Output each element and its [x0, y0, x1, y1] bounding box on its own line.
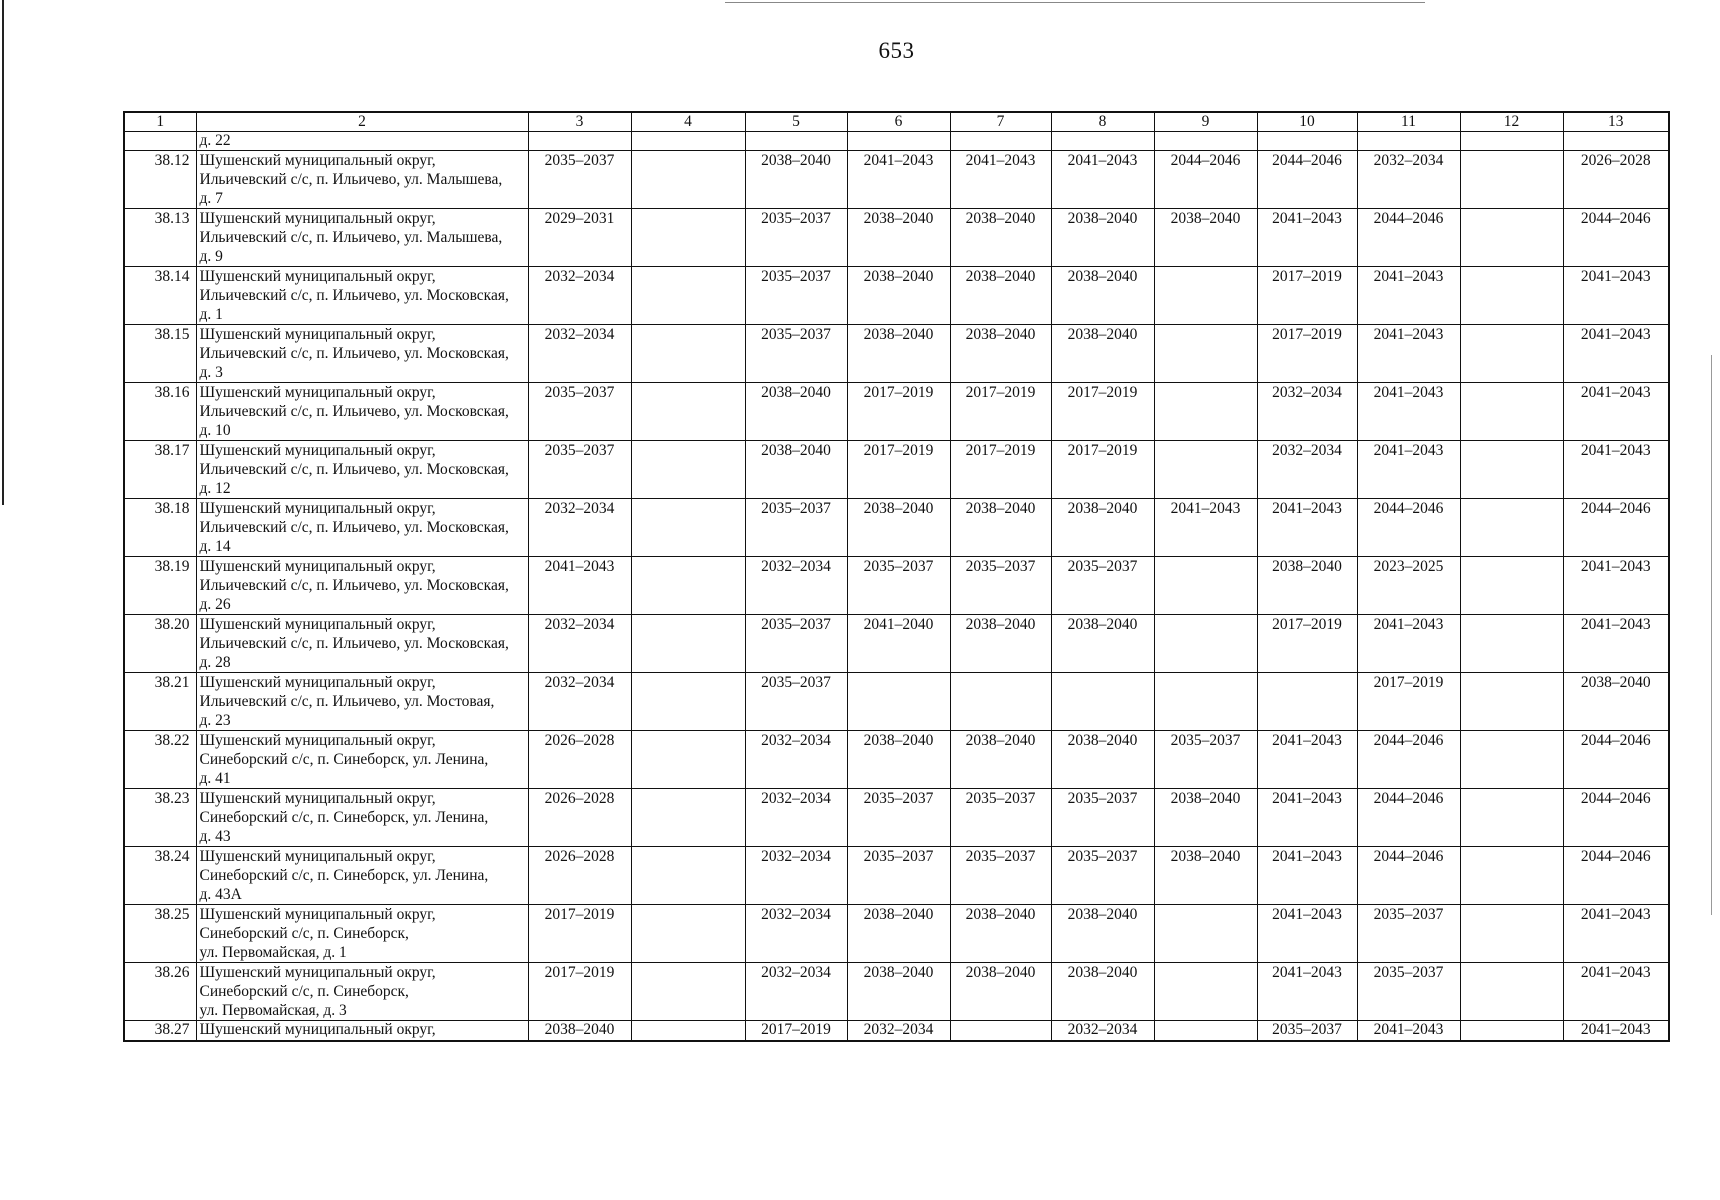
address-line: ул. Первомайская, д. 3 [199, 1002, 347, 1019]
period-cell: 2026–2028 [528, 789, 631, 847]
column-header: 4 [631, 112, 745, 132]
period-cell: 2041–2043 [1257, 847, 1357, 905]
address-line: Шушенский муниципальный округ, [199, 210, 436, 227]
row-number-cell: 38.12 [124, 151, 196, 209]
table-row [124, 209, 1669, 267]
period-cell: 2035–2037 [1051, 557, 1154, 615]
address-cell [196, 847, 528, 905]
period-cell: 2017–2019 [1051, 441, 1154, 499]
period-cell [1154, 963, 1257, 1021]
period-cell: 2026–2028 [528, 731, 631, 789]
table-row [124, 383, 1669, 441]
address-line: Синеборский с/с, п. Синеборск, ул. Ленина, [199, 751, 489, 768]
address-line: Ильичевский с/с, п. Ильичево, ул. Московская, [199, 635, 509, 652]
table-row [124, 325, 1669, 383]
column-header: 11 [1357, 112, 1460, 132]
period-cell: 2017–2019 [1257, 615, 1357, 673]
period-cell: 2041–2043 [1257, 209, 1357, 267]
address-line: Шушенский муниципальный округ, [199, 674, 436, 691]
period-cell: 2032–2034 [1257, 383, 1357, 441]
period-cell: 2044–2046 [1357, 731, 1460, 789]
period-cell: 2035–2037 [1051, 789, 1154, 847]
period-cell [631, 383, 745, 441]
period-cell [950, 673, 1051, 731]
column-header: 1 [124, 112, 196, 132]
period-cell: 2041–2043 [1563, 557, 1669, 615]
period-cell: 2017–2019 [1357, 673, 1460, 731]
address-cell [196, 325, 528, 383]
period-cell: 2026–2028 [1563, 151, 1669, 209]
table-row [124, 151, 1669, 209]
period-cell: 2038–2040 [1051, 267, 1154, 325]
address-line: Ильичевский с/с, п. Ильичево, ул. Московская, [199, 287, 509, 304]
period-cell: 2038–2040 [950, 499, 1051, 557]
period-cell: 2044–2046 [1563, 499, 1669, 557]
period-cell: 2038–2040 [1051, 731, 1154, 789]
address-line: д. 23 [199, 712, 231, 729]
period-cell: 2041–2043 [1357, 383, 1460, 441]
period-cell: 2032–2034 [745, 847, 847, 905]
address-line: Шушенский муниципальный округ, [199, 790, 436, 807]
period-cell: 2038–2040 [847, 499, 950, 557]
address-line: Синеборский с/с, п. Синеборск, [199, 925, 409, 942]
address-cell [196, 557, 528, 615]
period-cell: 2038–2040 [745, 441, 847, 499]
period-cell: 2041–2043 [847, 151, 950, 209]
period-cell: 2035–2037 [745, 499, 847, 557]
table-row [124, 557, 1669, 615]
address-cell [196, 209, 528, 267]
period-cell: 2035–2037 [847, 847, 950, 905]
period-cell: 2038–2040 [950, 905, 1051, 963]
period-cell: 2038–2040 [1051, 963, 1154, 1021]
period-cell [1460, 441, 1563, 499]
row-number-cell: 38.23 [124, 789, 196, 847]
address-line: Шушенский муниципальный округ, [199, 848, 436, 865]
period-cell: 2035–2037 [745, 209, 847, 267]
period-cell: 2041–2043 [1563, 383, 1669, 441]
table-row [124, 673, 1669, 731]
period-cell [631, 673, 745, 731]
period-cell [1154, 557, 1257, 615]
column-header: 3 [528, 112, 631, 132]
row-number-cell: 38.26 [124, 963, 196, 1021]
column-header: 10 [1257, 112, 1357, 132]
table-body [124, 132, 1669, 1042]
scan-artifact-top-line [725, 2, 1425, 3]
period-cell: 2038–2040 [847, 325, 950, 383]
period-cell [1460, 731, 1563, 789]
row-number-cell [124, 132, 196, 151]
address-line: Шушенский муниципальный округ, [199, 906, 436, 923]
period-cell: 2032–2034 [1357, 151, 1460, 209]
period-cell: 2044–2046 [1563, 789, 1669, 847]
period-cell: 2038–2040 [847, 267, 950, 325]
period-cell: 2038–2040 [847, 731, 950, 789]
period-cell: 2017–2019 [528, 963, 631, 1021]
period-cell: 2035–2037 [528, 151, 631, 209]
period-cell [631, 1021, 745, 1042]
period-cell: 2017–2019 [745, 1021, 847, 1042]
period-cell: 2017–2019 [847, 383, 950, 441]
period-cell [1460, 499, 1563, 557]
period-cell [1154, 325, 1257, 383]
address-line: Шушенский муниципальный округ, [199, 732, 436, 749]
period-cell: 2035–2037 [1154, 731, 1257, 789]
row-number-cell: 38.13 [124, 209, 196, 267]
period-cell: 2026–2028 [528, 847, 631, 905]
period-cell: 2038–2040 [847, 963, 950, 1021]
scan-artifact-left-edge [2, 0, 4, 505]
column-header: 5 [745, 112, 847, 132]
address-line: Шушенский муниципальный округ, [199, 964, 436, 981]
period-cell: 2017–2019 [1051, 383, 1154, 441]
period-cell: 2038–2040 [745, 383, 847, 441]
period-cell: 2044–2046 [1257, 151, 1357, 209]
address-line: Шушенский муниципальный округ, [199, 268, 436, 285]
column-header: 8 [1051, 112, 1154, 132]
address-line: Шушенский муниципальный округ, [199, 326, 436, 343]
period-cell: 2017–2019 [528, 905, 631, 963]
period-cell: 2038–2040 [950, 209, 1051, 267]
column-header: 7 [950, 112, 1051, 132]
period-cell: 2035–2037 [1357, 963, 1460, 1021]
period-cell [1460, 151, 1563, 209]
page-number: 653 [878, 38, 915, 63]
period-cell: 2035–2037 [950, 789, 1051, 847]
period-cell: 2041–2043 [1051, 151, 1154, 209]
address-cell [196, 441, 528, 499]
address-line: Ильичевский с/с, п. Ильичево, ул. Мостовая, [199, 693, 495, 710]
continuation-row [124, 132, 1669, 151]
period-cell: 2017–2019 [1257, 267, 1357, 325]
period-cell: 2044–2046 [1563, 209, 1669, 267]
period-cell: 2032–2034 [745, 731, 847, 789]
period-cell: 2032–2034 [745, 557, 847, 615]
period-cell: 2041–2043 [528, 557, 631, 615]
period-cell [1460, 267, 1563, 325]
period-cell [1460, 905, 1563, 963]
address-line: Шушенский муниципальный округ, [199, 616, 436, 633]
address-line: Синеборский с/с, п. Синеборск, ул. Ленина, [199, 867, 489, 884]
row-number-cell: 38.22 [124, 731, 196, 789]
period-cell: 2041–2043 [1257, 499, 1357, 557]
period-cell [631, 441, 745, 499]
table-row [124, 731, 1669, 789]
period-cell: 2035–2037 [950, 557, 1051, 615]
address-cell [196, 1021, 528, 1042]
address-line: д. 26 [199, 596, 231, 613]
address-line: Ильичевский с/с, п. Ильичево, ул. Малышева, [199, 229, 503, 246]
address-line: Ильичевский с/с, п. Ильичево, ул. Московская, [199, 345, 509, 362]
row-number-cell: 38.24 [124, 847, 196, 905]
period-cell: 2041–2043 [1563, 267, 1669, 325]
period-cell: 2017–2019 [847, 441, 950, 499]
period-cell [1051, 673, 1154, 731]
address-line: Ильичевский с/с, п. Ильичево, ул. Московская, [199, 403, 509, 420]
column-header: 2 [196, 112, 528, 132]
row-number-cell: 38.16 [124, 383, 196, 441]
table-row [124, 499, 1669, 557]
period-cell: 2044–2046 [1357, 847, 1460, 905]
table-row [124, 615, 1669, 673]
table-row [124, 905, 1669, 963]
period-cell: 2032–2034 [528, 615, 631, 673]
period-cell [631, 963, 745, 1021]
row-number-cell: 38.18 [124, 499, 196, 557]
address-cell: д. 22 [196, 132, 528, 151]
period-cell: 2038–2040 [950, 267, 1051, 325]
period-cell [1154, 267, 1257, 325]
period-cell: 2041–2043 [1257, 789, 1357, 847]
period-cell [1460, 963, 1563, 1021]
period-cell: 2035–2037 [1257, 1021, 1357, 1042]
period-cell: 2038–2040 [950, 615, 1051, 673]
address-line: Ильичевский с/с, п. Ильичево, ул. Московская, [199, 461, 509, 478]
address-line: д. 43А [199, 886, 242, 903]
period-cell [1460, 325, 1563, 383]
row-number-cell: 38.27 [124, 1021, 196, 1042]
period-cell [631, 557, 745, 615]
period-cell [1154, 615, 1257, 673]
address-line: Шушенский муниципальный округ, [199, 152, 436, 169]
period-cell: 2038–2040 [745, 151, 847, 209]
address-line: Шушенский муниципальный округ, [199, 1021, 436, 1038]
period-cell: 2038–2040 [1051, 209, 1154, 267]
period-cell: 2044–2046 [1357, 209, 1460, 267]
row-number-cell: 38.20 [124, 615, 196, 673]
period-cell: 2035–2037 [847, 789, 950, 847]
row-number-cell: 38.21 [124, 673, 196, 731]
period-cell: 2041–2043 [1357, 441, 1460, 499]
period-cell: 2032–2034 [528, 499, 631, 557]
address-line: Шушенский муниципальный округ, [199, 558, 436, 575]
period-cell [1154, 673, 1257, 731]
address-cell [196, 615, 528, 673]
period-cell: 2035–2037 [528, 383, 631, 441]
period-cell: 2038–2040 [1051, 615, 1154, 673]
period-cell [1154, 441, 1257, 499]
column-header: 13 [1563, 112, 1669, 132]
period-cell: 2041–2043 [1257, 905, 1357, 963]
period-cell: 2038–2040 [1154, 847, 1257, 905]
period-cell: 2032–2034 [528, 673, 631, 731]
column-header: 9 [1154, 112, 1257, 132]
address-line: Ильичевский с/с, п. Ильичево, ул. Московская, [199, 577, 509, 594]
period-cell: 2038–2040 [528, 1021, 631, 1042]
period-cell: 2041–2043 [1563, 615, 1669, 673]
period-cell: 2041–2040 [847, 615, 950, 673]
period-cell: 2032–2034 [1051, 1021, 1154, 1042]
period-cell: 2038–2040 [1051, 499, 1154, 557]
row-number-cell: 38.25 [124, 905, 196, 963]
period-cell [1154, 905, 1257, 963]
period-cell [631, 847, 745, 905]
period-cell: 2032–2034 [745, 789, 847, 847]
period-cell: 2035–2037 [847, 557, 950, 615]
period-cell: 2038–2040 [847, 905, 950, 963]
address-cell [196, 267, 528, 325]
period-cell: 2041–2043 [1357, 1021, 1460, 1042]
period-cell: 2044–2046 [1563, 847, 1669, 905]
period-cell [1257, 673, 1357, 731]
address-cell [196, 789, 528, 847]
address-line: д. 41 [199, 770, 231, 787]
period-cell: 2041–2043 [1357, 615, 1460, 673]
period-cell [631, 325, 745, 383]
period-cell [950, 1021, 1051, 1042]
period-cell: 2041–2043 [1563, 905, 1669, 963]
row-number-cell: 38.14 [124, 267, 196, 325]
row-number-cell: 38.17 [124, 441, 196, 499]
column-header: 12 [1460, 112, 1563, 132]
address-cell [196, 905, 528, 963]
address-line: ул. Первомайская, д. 1 [199, 944, 347, 961]
period-cell: 2017–2019 [1257, 325, 1357, 383]
period-cell [1460, 615, 1563, 673]
table-row [124, 1021, 1669, 1042]
schedule-table [123, 111, 1670, 1042]
period-cell: 2038–2040 [950, 325, 1051, 383]
header-row [124, 112, 1669, 132]
address-line: Синеборский с/с, п. Синеборск, ул. Ленина, [199, 809, 489, 826]
address-line: д. 7 [199, 190, 223, 207]
address-line: д. 1 [199, 306, 223, 323]
period-cell: 2038–2040 [1154, 789, 1257, 847]
period-cell: 2038–2040 [950, 731, 1051, 789]
table-row [124, 847, 1669, 905]
address-line: д. 9 [199, 248, 223, 265]
period-cell: 2038–2040 [1154, 209, 1257, 267]
period-cell: 2041–2043 [1154, 499, 1257, 557]
period-cell: 2035–2037 [1051, 847, 1154, 905]
address-line: д. 14 [199, 538, 231, 555]
period-cell: 2035–2037 [745, 673, 847, 731]
address-cell [196, 499, 528, 557]
table-row [124, 963, 1669, 1021]
period-cell [1460, 383, 1563, 441]
address-line: Синеборский с/с, п. Синеборск, [199, 983, 409, 1000]
address-cell [196, 731, 528, 789]
scan-artifact-right-edge [1711, 355, 1712, 915]
period-cell [631, 615, 745, 673]
period-cell [631, 151, 745, 209]
period-cell: 2032–2034 [528, 325, 631, 383]
period-cell: 2035–2037 [745, 325, 847, 383]
period-cell: 2038–2040 [1051, 325, 1154, 383]
period-cell [1460, 789, 1563, 847]
row-number-cell: 38.15 [124, 325, 196, 383]
period-cell: 2035–2037 [528, 441, 631, 499]
period-cell: 2038–2040 [1257, 557, 1357, 615]
period-cell: 2041–2043 [1357, 267, 1460, 325]
period-cell: 2032–2034 [1257, 441, 1357, 499]
period-cell [1460, 557, 1563, 615]
period-cell: 2044–2046 [1357, 789, 1460, 847]
period-cell: 2044–2046 [1154, 151, 1257, 209]
period-cell: 2041–2043 [1257, 963, 1357, 1021]
period-cell [631, 905, 745, 963]
period-cell [1460, 1021, 1563, 1042]
address-line: Ильичевский с/с, п. Ильичево, ул. Малышева, [199, 171, 503, 188]
period-cell: 2032–2034 [745, 905, 847, 963]
period-cell: 2017–2019 [950, 441, 1051, 499]
period-cell [1460, 673, 1563, 731]
period-cell: 2035–2037 [745, 615, 847, 673]
address-line: д. 28 [199, 654, 231, 671]
address-line: Шушенский муниципальный округ, [199, 384, 436, 401]
period-cell: 2041–2043 [1563, 441, 1669, 499]
address-line: д. 3 [199, 364, 223, 381]
table-row [124, 267, 1669, 325]
row-number-cell: 38.19 [124, 557, 196, 615]
period-cell: 2041–2043 [1357, 325, 1460, 383]
address-cell [196, 151, 528, 209]
period-cell: 2041–2043 [1563, 963, 1669, 1021]
period-cell [631, 267, 745, 325]
period-cell [631, 209, 745, 267]
period-cell: 2017–2019 [950, 383, 1051, 441]
address-line: д. 12 [199, 480, 231, 497]
address-line: Шушенский муниципальный округ, [199, 500, 436, 517]
period-cell: 2032–2034 [528, 267, 631, 325]
period-cell: 2032–2034 [745, 963, 847, 1021]
address-line: д. 10 [199, 422, 231, 439]
period-cell: 2023–2025 [1357, 557, 1460, 615]
period-cell: 2035–2037 [950, 847, 1051, 905]
address-cell [196, 963, 528, 1021]
period-cell: 2032–2034 [847, 1021, 950, 1042]
period-cell [1154, 1021, 1257, 1042]
period-cell: 2041–2043 [1563, 325, 1669, 383]
period-cell: 2041–2043 [1257, 731, 1357, 789]
address-line: д. 43 [199, 828, 231, 845]
column-header: 6 [847, 112, 950, 132]
period-cell: 2044–2046 [1563, 731, 1669, 789]
period-cell [631, 499, 745, 557]
period-cell [1460, 847, 1563, 905]
period-cell: 2038–2040 [1563, 673, 1669, 731]
address-cell [196, 673, 528, 731]
address-line: Ильичевский с/с, п. Ильичево, ул. Московская, [199, 519, 509, 536]
table-row [124, 441, 1669, 499]
period-cell [631, 789, 745, 847]
period-cell: 2041–2043 [1563, 1021, 1669, 1042]
period-cell: 2035–2037 [1357, 905, 1460, 963]
period-cell: 2029–2031 [528, 209, 631, 267]
period-cell [631, 731, 745, 789]
period-cell: 2044–2046 [1357, 499, 1460, 557]
period-cell: 2041–2043 [950, 151, 1051, 209]
table-row [124, 789, 1669, 847]
period-cell [1154, 383, 1257, 441]
address-line: Шушенский муниципальный округ, [199, 442, 436, 459]
period-cell: 2038–2040 [950, 963, 1051, 1021]
period-cell [1460, 209, 1563, 267]
period-cell [847, 673, 950, 731]
period-cell: 2035–2037 [745, 267, 847, 325]
period-cell: 2038–2040 [1051, 905, 1154, 963]
address-cell [196, 383, 528, 441]
period-cell: 2038–2040 [847, 209, 950, 267]
